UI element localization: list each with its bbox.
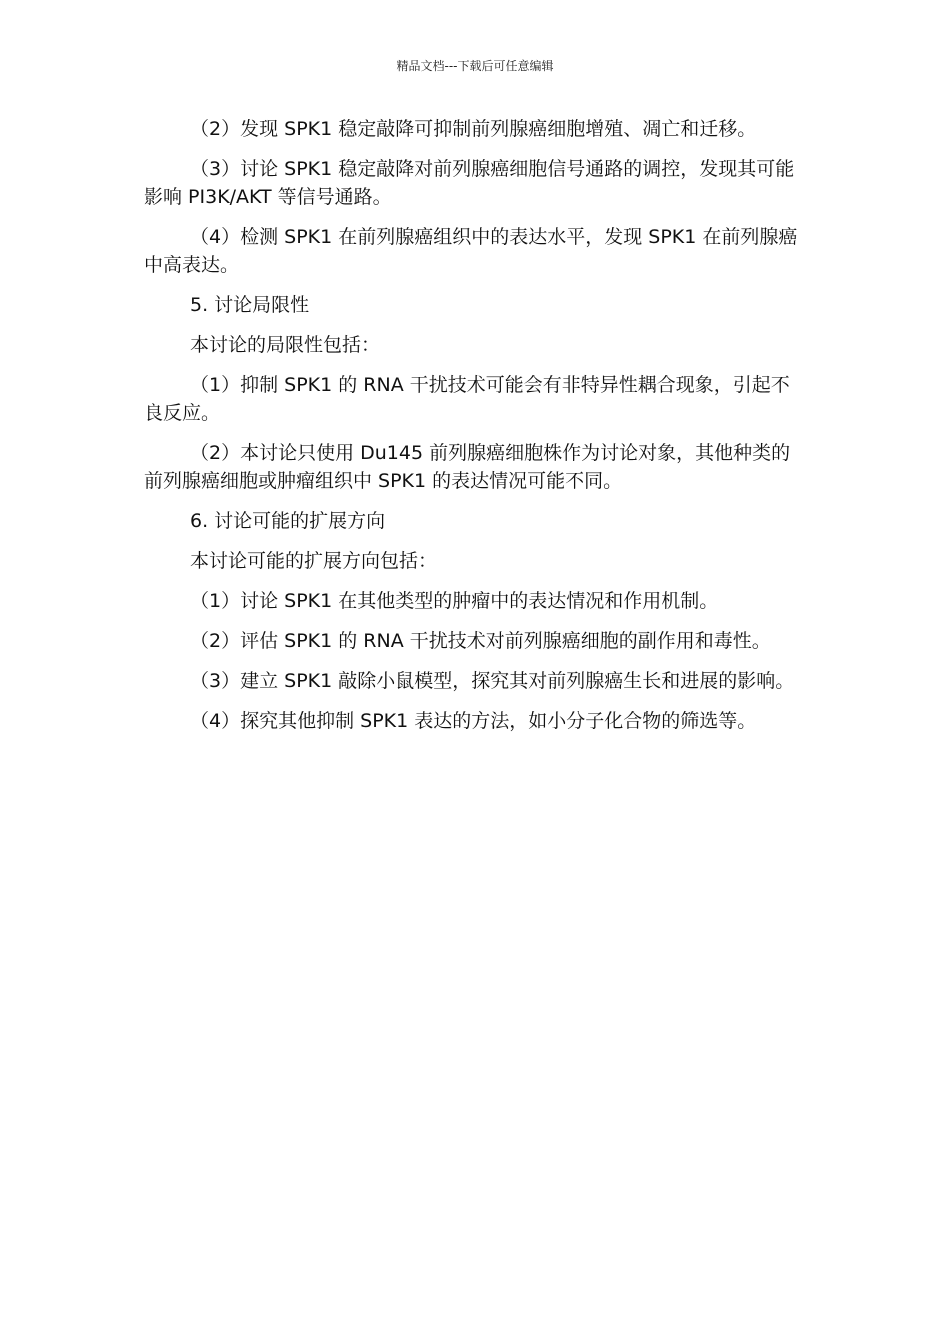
section-heading-limitations: 5. 讨论局限性: [190, 294, 310, 316]
limitation-item-1: （1）抑制 SPK1 的 RNA 干扰技术可能会有非特异性耦合现象，引起不良反应。: [144, 374, 790, 424]
limitation-item-2: （2）本讨论只使用 Du145 前列腺癌细胞株作为讨论对象，其他种类的前列腺癌细胞或肿瘤组织中 SPK1 的表达情况可能不同。: [144, 442, 791, 492]
result-item-4: （4）检测 SPK1 在前列腺癌组织中的表达水平，发现 SPK1 在前列腺癌中高表达。: [144, 226, 798, 276]
extension-item-4: （4）探究其他抑制 SPK1 表达的方法，如小分子化合物的筛选等。: [190, 710, 757, 732]
extension-item-1: （1）讨论 SPK1 在其他类型的肿瘤中的表达情况和作用机制。: [190, 590, 719, 612]
page-header: 精品文档---下载后可任意编辑: [396, 59, 554, 73]
result-item-2: （2）发现 SPK1 稳定敲降可抑制前列腺癌细胞增殖、凋亡和迁移。: [190, 118, 757, 140]
extension-item-3: （3）建立 SPK1 敲除小鼠模型，探究其对前列腺癌生长和进展的影响。: [190, 670, 795, 692]
limitations-intro: 本讨论的局限性包括：: [190, 334, 381, 356]
section-heading-extensions: 6. 讨论可能的扩展方向: [190, 510, 386, 532]
document-body: [144, 115, 806, 747]
result-item-3: （3）讨论 SPK1 稳定敲降对前列腺癌细胞信号通路的调控，发现其可能影响 PI3K/AKT 等信号通路。: [144, 158, 795, 208]
extension-item-2: （2）评估 SPK1 的 RNA 干扰技术对前列腺癌细胞的副作用和毒性。: [190, 630, 771, 652]
extensions-intro: 本讨论可能的扩展方向包括：: [190, 550, 438, 572]
